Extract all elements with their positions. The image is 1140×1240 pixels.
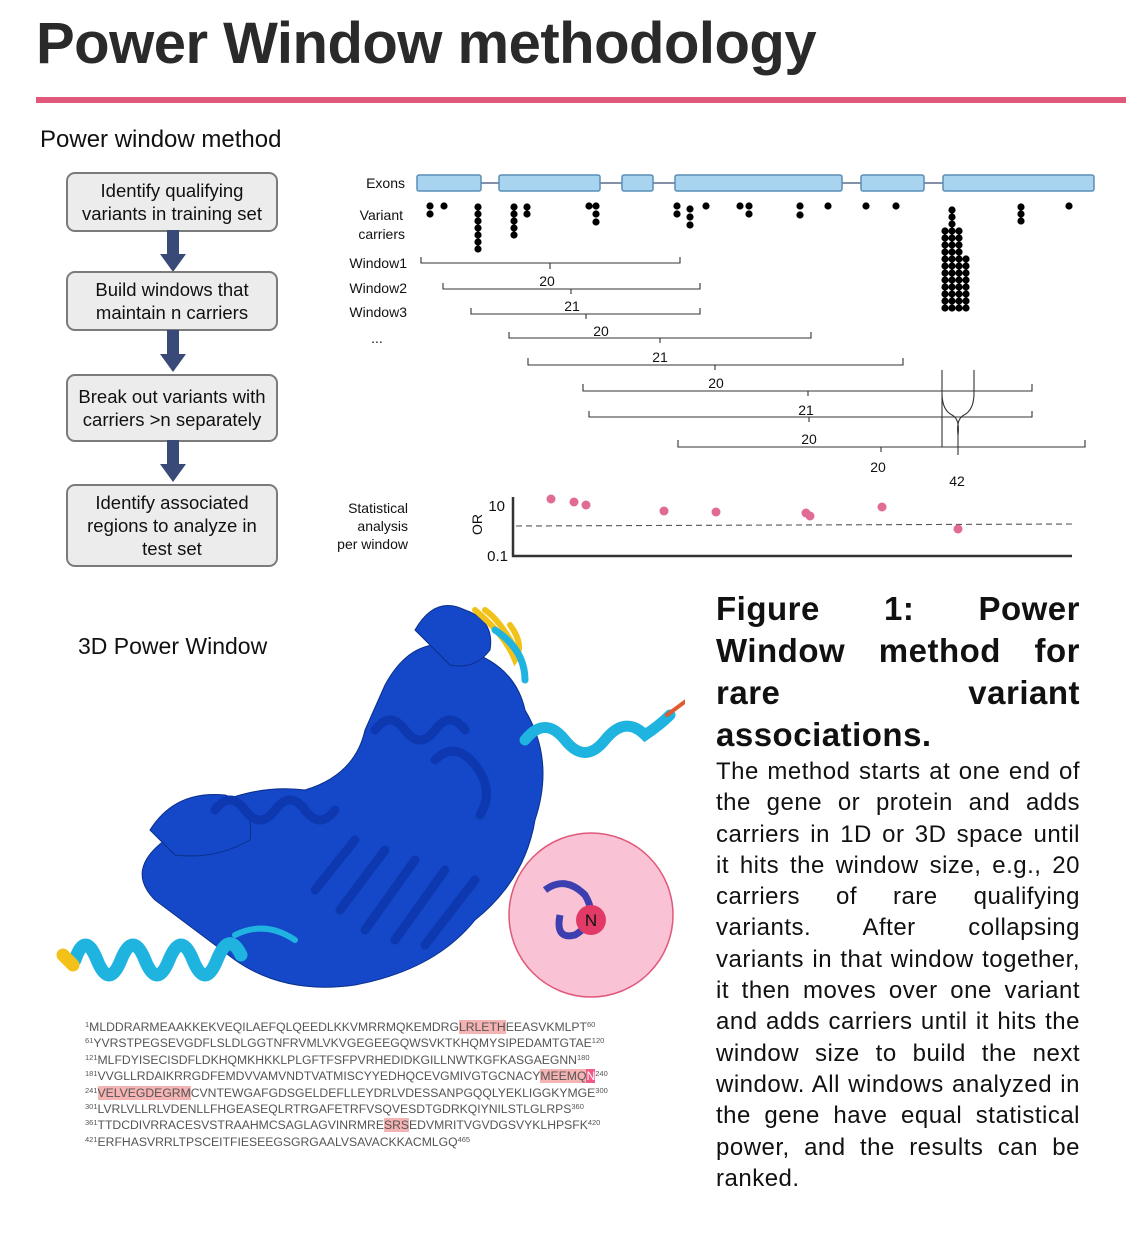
or-point-8 (878, 503, 887, 512)
sequence-line: $^{61}$YVRSTPEGSEVGDFLSLDLGGTNFRVMLVKVGEGEEGQWSVKTKHQMYSIPEDAMTGTAE$^{120}$ (85, 1036, 605, 1051)
window2-label: Window2 (349, 280, 407, 296)
separate-count: 42 (949, 473, 965, 489)
sequence-line: $^{241}$VELVEGDEGRMCVNTEWGAFGDSGELDEFLLEYDRLVDESSANPGQQLYEKLIGGKYMGE$^{300}$ (85, 1085, 608, 1100)
window-ellipsis: ... (371, 330, 383, 346)
page-title: Power Window methodology (36, 11, 817, 76)
exons-label: Exons (366, 175, 405, 191)
or-point-1 (547, 495, 556, 504)
figure-caption (716, 588, 1080, 1194)
or-plot (469, 495, 1072, 566)
or-point-5 (712, 508, 721, 517)
flow-step-4: Identify associated regions to analyze in test set (66, 484, 278, 567)
flow-arrow-1 (160, 230, 186, 274)
flow-arrow-3 (160, 440, 186, 484)
or-axis-label: OR (469, 514, 485, 535)
protein-sequence (85, 1019, 705, 1150)
flow-step-3: Break out variants with carriers >n separately (66, 374, 278, 442)
window-count-1: 20 (539, 273, 555, 289)
window-count-2: 21 (564, 298, 580, 314)
sequence-line: $^{181}$VVGLLRDAIKRRGDFEMDVVAMVNDTVATMISCYYEDHQCEVGMIVGTGCNACYMEEMQN$^{240}$ (85, 1069, 608, 1084)
statistical-analysis-line3: per window (337, 536, 408, 552)
or-point-9 (954, 525, 963, 534)
separate-variant-carrier-stack (941, 206, 969, 311)
or-point-7 (806, 512, 815, 521)
exon-5 (861, 175, 924, 191)
caption-body: The method starts at one end of the gene or protein and adds carriers in 1D or 3D space until it hits the window size, e.g., 20 carriers of rare qualifying variants. After collapsing variants in that window together, it then moves over one variant and adds carriers until it hits the window size to build the next window. All windows analyzed in the gene have equal statistical power, and the results can be ranked. (716, 758, 1080, 1192)
or-point-4 (660, 507, 669, 516)
variant-carrier-dots (426, 202, 1072, 252)
window3-label: Window3 (349, 304, 407, 320)
window-count-7: 20 (801, 431, 817, 447)
variant-carriers-label-line2: carriers (358, 226, 405, 242)
exon-3 (622, 175, 653, 191)
window1-label: Window1 (349, 255, 407, 271)
variant-carriers-label-line1: Variant (359, 207, 403, 223)
protein-structure-image (55, 590, 685, 1015)
exon-2 (499, 175, 600, 191)
window-count-5: 20 (708, 375, 724, 391)
n-terminus-label: N (584, 911, 598, 930)
window-count-6: 21 (798, 402, 814, 418)
power-window-diagram (325, 165, 1100, 570)
window-brackets (421, 257, 1085, 455)
window-count-3: 20 (593, 323, 609, 339)
flow-arrow-2 (160, 330, 186, 374)
exon-4 (675, 175, 842, 191)
window-count-4: 21 (652, 349, 668, 365)
statistical-analysis-line1: Statistical (348, 500, 408, 516)
title-divider (36, 97, 1126, 103)
caption-title: Figure 1: Power Window method for rare variant associations. (716, 590, 1080, 753)
or-axis-top-tick: 10 (488, 498, 505, 515)
flow-step-1: Identify qualifying variants in training set (66, 172, 278, 232)
window-count-8: 20 (870, 459, 886, 475)
section-heading-power-window: Power window method (40, 126, 282, 153)
sequence-line: $^{421}$ERFHASVRRLTPSCEITFIESEEGSGRGAALVSAVACKKACMLGQ$^{465}$ (85, 1134, 471, 1149)
section-heading-3d-power-window: 3D Power Window (78, 633, 268, 659)
sequence-line: $^{301}$LVRLVLLRLVDENLLFHGEASEQLRTRGAFETRFVSQVESDTGDRKQIYNILSTLGLRPS$^{360}$ (85, 1102, 584, 1117)
sequence-line: $^{361}$TTDCDIVRRACESVSTRAAHMCSAGLAGVINRMRESRSEDVMRITVGVDGSVYKLHPSFK$^{420}$ (85, 1118, 601, 1133)
sequence-line: $^{121}$MLFDYISECISDFLDKHQMKHKKLPLGFTFSFPVRHEDIDKGILLNWTKGFKASGAEGNN$^{180}$ (85, 1052, 590, 1067)
exon-6 (943, 175, 1094, 191)
flow-step-2: Build windows that maintain n carriers (66, 271, 278, 331)
or-point-2 (570, 498, 579, 507)
statistical-analysis-line2: analysis (357, 518, 408, 534)
sequence-line: $^1$MLDDRARMEAAKKEKVEQILAEFQLQEEDLKKVMRRMQKEMDRGLRLETHEEASVKMLPT$^{60}$ (85, 1020, 596, 1034)
or-axis-bottom-tick: 0.1 (487, 548, 508, 565)
exon-1 (417, 175, 481, 191)
or-point-3 (582, 501, 591, 510)
